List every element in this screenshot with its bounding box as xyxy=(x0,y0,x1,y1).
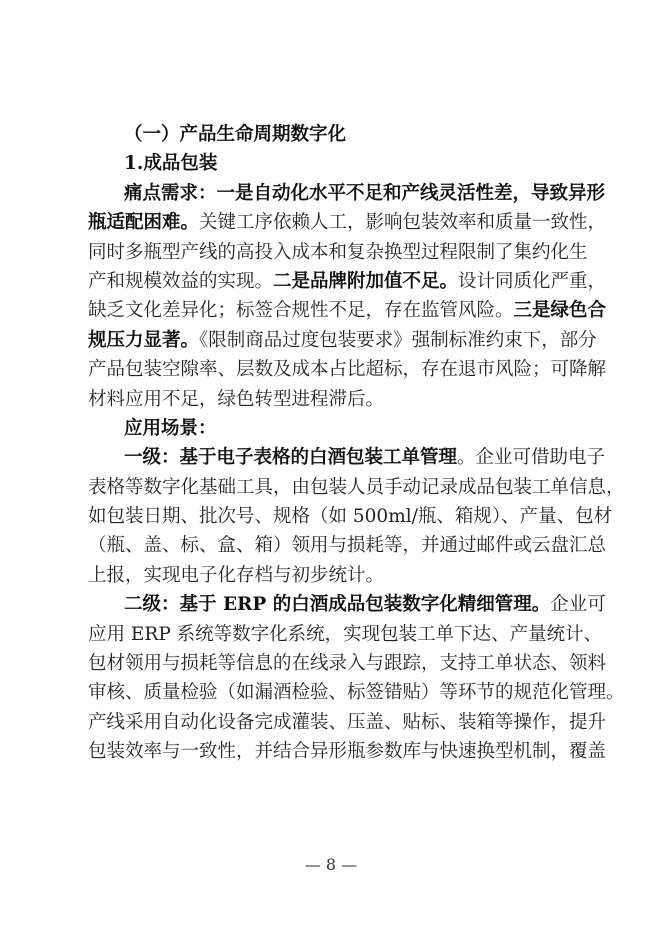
text-line xyxy=(88,120,587,149)
body-text: 产线采用自动化设备完成灌装、压盖、贴标、装箱等操作，提升 xyxy=(88,711,607,733)
body-text: 《限制商品过度包装要求》强制标准约束下，部分 xyxy=(199,329,597,351)
paragraph xyxy=(88,149,587,178)
bold-text: 痛点需求：一是自动化水平不足和产线灵活性差，导致异形 xyxy=(124,182,606,204)
body-text: 上报，实现电子化存档与初步统计。 xyxy=(88,564,385,586)
body-text: 如包装日期、批次号、规格（如 500ml/瓶、箱规）、产量、包材 xyxy=(88,506,613,528)
text-line xyxy=(88,473,625,502)
body-text: 表格等数字化基础工具，由包装人员手动记录成品包装工单信息， xyxy=(88,476,625,498)
bold-text: 规压力显著。 xyxy=(88,329,200,351)
body-text: 产品包装空隙率、层数及成本占比超标，存在退市风险；可降解 xyxy=(88,359,607,381)
document-body xyxy=(88,120,625,767)
body-text: 审核、质量检验（如漏酒检验、标签错贴）等环节的规范化管理。 xyxy=(88,682,625,704)
text-line xyxy=(88,502,613,531)
bold-text: 瓶适配困难。 xyxy=(88,212,200,234)
text-line xyxy=(88,238,587,267)
body-text: 设计同质化严重， xyxy=(458,270,607,292)
body-text: 。企业可借助电子 xyxy=(457,447,606,469)
body-text: 包材领用与损耗等信息的在线录入与跟踪，支持工单状态、领料 xyxy=(88,653,607,675)
text-line xyxy=(88,208,607,237)
bold-text: 二是品牌附加值不足。 xyxy=(273,270,459,292)
bold-text: 1.成品包装 xyxy=(124,153,218,175)
paragraph xyxy=(88,179,607,414)
text-line xyxy=(88,296,607,325)
text-line xyxy=(88,678,625,707)
text-line xyxy=(88,179,606,208)
body-text: 包装效率与一致性，并结合异形瓶参数库与快速换型机制，覆盖 xyxy=(88,741,607,763)
text-line xyxy=(88,267,607,296)
paragraph xyxy=(88,120,587,149)
page-number: — 8 — xyxy=(304,855,358,874)
text-line xyxy=(88,531,607,560)
text-line xyxy=(88,649,607,678)
text-line xyxy=(88,561,587,590)
bold-text: 应用场景： xyxy=(124,417,217,439)
text-line xyxy=(88,149,587,178)
bold-text: （一）产品生命周期数字化 xyxy=(124,124,347,145)
paragraph xyxy=(88,590,625,766)
text-line xyxy=(88,355,607,384)
body-text: 缺乏文化差异化；标签合规性不足，存在监管风险。 xyxy=(88,300,514,322)
text-line xyxy=(88,326,597,355)
text-line xyxy=(88,590,606,619)
body-text: 应用 ERP 系统等数字化系统，实现包装工单下达、产量统计、 xyxy=(88,623,603,645)
paragraph xyxy=(88,414,587,443)
text-line xyxy=(88,737,607,766)
body-text: 同时多瓶型产线的高投入成本和复杂换型过程限制了集约化生 xyxy=(88,241,588,263)
body-text: 产和规模效益的实现。 xyxy=(88,270,274,292)
body-text: 关键工序依赖人工，影响包装效率和质量一致性， xyxy=(199,212,607,234)
bold-text: 二级：基于 ERP 的白酒成品包装数字化精细管理。 xyxy=(124,594,551,616)
body-text: 企业可 xyxy=(550,594,606,616)
bold-text: 三是绿色合 xyxy=(513,300,607,322)
paragraph xyxy=(88,443,625,590)
text-line xyxy=(88,443,606,472)
text-line xyxy=(88,414,587,443)
text-line xyxy=(88,385,587,414)
text-line xyxy=(88,620,603,649)
bold-text: 一级：基于电子表格的白酒包装工单管理 xyxy=(124,447,458,469)
body-text: 材料应用不足，绿色转型进程滞后。 xyxy=(88,388,385,410)
body-text: （瓶、盖、标、盒、箱）领用与损耗等，并通过邮件或云盘汇总 xyxy=(88,535,607,557)
text-line xyxy=(88,708,607,737)
